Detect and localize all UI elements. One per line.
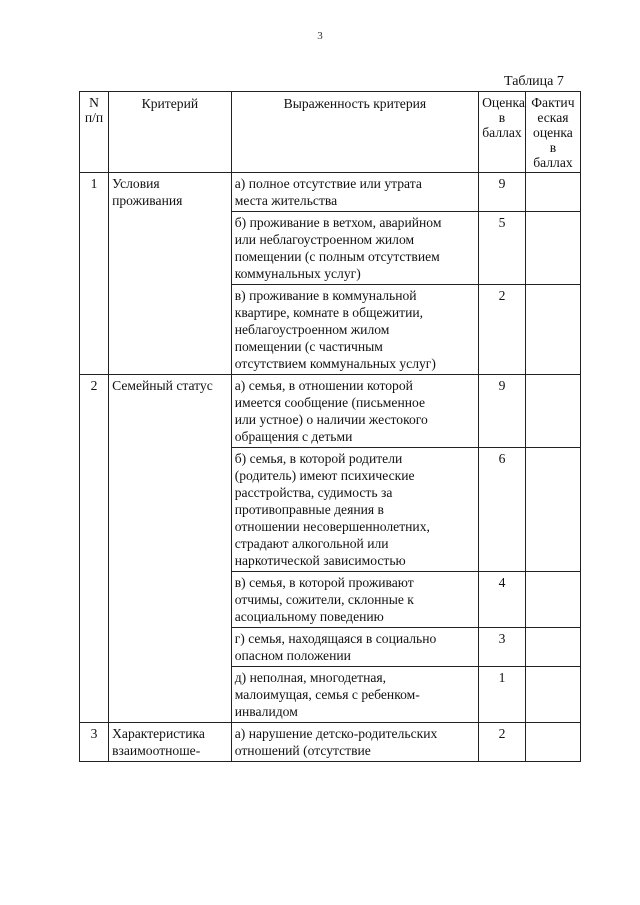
actual-score-cell (525, 572, 580, 628)
actual-score-cell (525, 667, 580, 723)
criterion-option: в) семья, в которой проживают отчимы, сожители, склонные к асоциальному поведению (231, 572, 478, 628)
score-cell: 1 (479, 667, 526, 723)
row-number: 2 (80, 375, 109, 723)
table-row (80, 375, 581, 448)
table-header-row (80, 92, 581, 173)
criterion-option: г) семья, находящаяся в социально опасном положении (231, 628, 478, 667)
header-expression: Выраженность критерия (231, 92, 478, 173)
score-cell: 3 (479, 628, 526, 667)
score-cell: 9 (479, 173, 526, 212)
score-cell: 4 (479, 572, 526, 628)
actual-score-cell (525, 173, 580, 212)
header-score: Оценка в баллах (479, 92, 526, 173)
criterion-option: а) полное отсутствие или утрата места жительства (231, 173, 478, 212)
table-row (80, 173, 581, 212)
score-cell: 6 (479, 448, 526, 572)
actual-score-cell (525, 723, 580, 762)
header-criterion: Критерий (109, 92, 232, 173)
criterion-option: д) неполная, многодетная, малоимущая, семья с ребенком- инвалидом (231, 667, 478, 723)
header-actual-score: Фактич еская оценка в баллах (525, 92, 580, 173)
row-number: 1 (80, 173, 109, 375)
criterion-option: а) нарушение детско-родительских отношений (отсутствие (231, 723, 478, 762)
table-caption: Таблица 7 (504, 74, 564, 89)
actual-score-cell (525, 628, 580, 667)
criterion-name: Условия проживания (109, 173, 232, 375)
score-cell: 5 (479, 212, 526, 285)
actual-score-cell (525, 285, 580, 375)
actual-score-cell (525, 375, 580, 448)
actual-score-cell (525, 448, 580, 572)
page-number: 3 (317, 30, 323, 42)
actual-score-cell (525, 212, 580, 285)
criterion-option: в) проживание в коммунальной квартире, комнате в общежитии, неблагоустроенном жилом помещении (с частичным отсутствием коммунальных услуг) (231, 285, 478, 375)
criterion-option: а) семья, в отношении которой имеется сообщение (письменное или устное) о наличии жестокого обращения с детьми (231, 375, 478, 448)
score-cell: 9 (479, 375, 526, 448)
score-cell: 2 (479, 723, 526, 762)
criterion-option: б) проживание в ветхом, аварийном или неблагоустроенном жилом помещении (с полным отсутствием коммунальных услуг) (231, 212, 478, 285)
score-cell: 2 (479, 285, 526, 375)
criterion-name: Характеристика взаимоотноше- (109, 723, 232, 762)
criterion-name: Семейный статус (109, 375, 232, 723)
criterion-option: б) семья, в которой родители (родитель) имеют психические расстройства, судимость за противоправные деяния в отношении несовершеннолетних, страдают алкогольной или наркотической зависимостью (231, 448, 478, 572)
header-num: N п/п (80, 92, 109, 173)
table-row (80, 723, 581, 762)
row-number: 3 (80, 723, 109, 762)
criteria-table (79, 91, 581, 762)
